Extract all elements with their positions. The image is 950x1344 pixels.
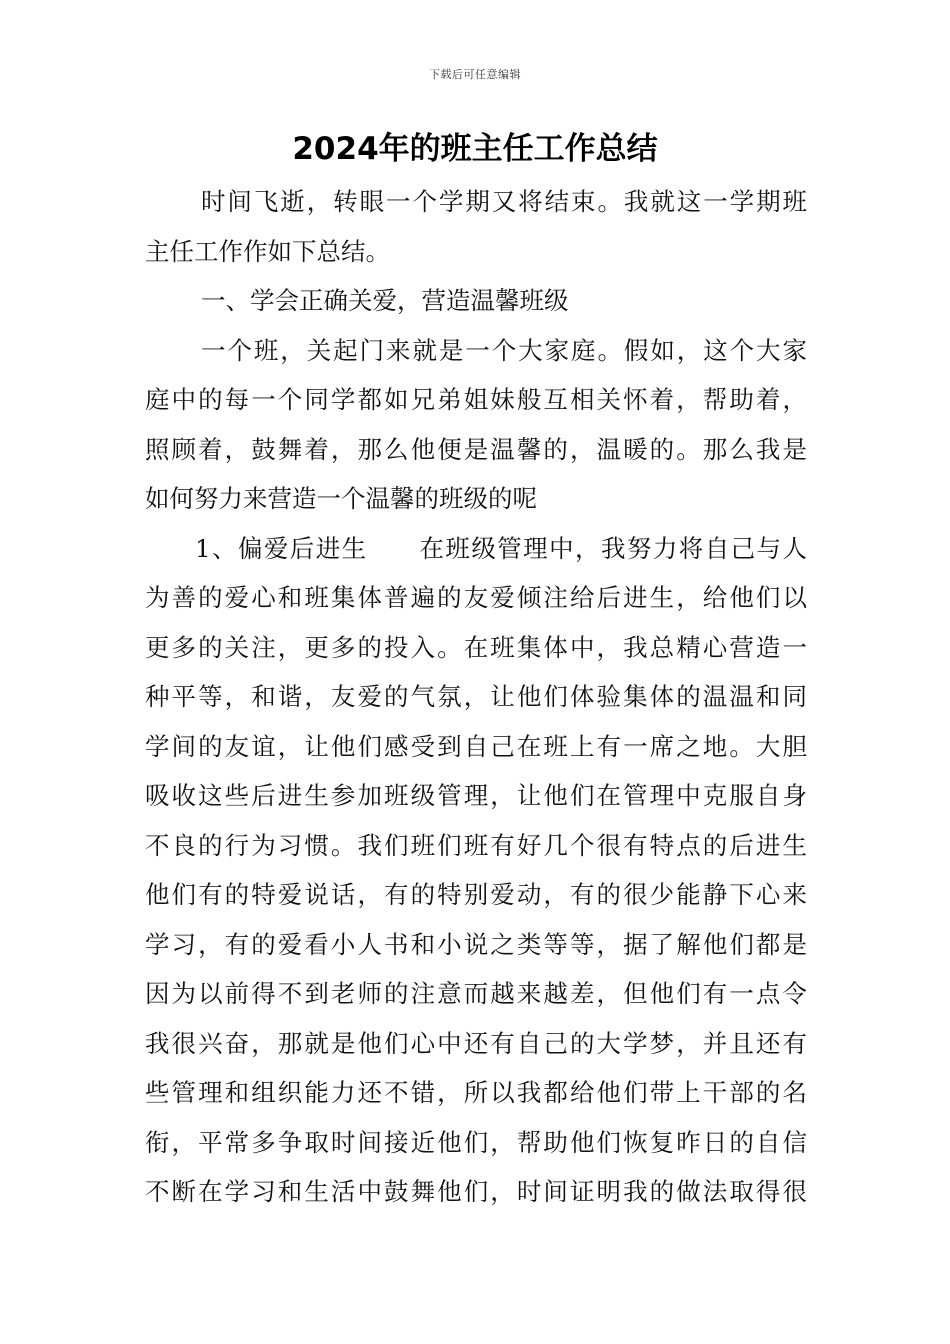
paragraph-line: 不良的行为习惯。我们班们班有好几个很有特点的后进生 xyxy=(145,830,807,860)
paragraph-line: 更多的关注，更多的投入。在班集体中，我总精心营造一 xyxy=(145,632,807,662)
paragraph-line: 他们有的特爱说话，有的特别爱动，有的很少能静下心来 xyxy=(145,880,807,909)
paragraph-line: 衔，平常多争取时间接近他们，帮助他们恢复昨日的自信 xyxy=(145,1127,807,1157)
paragraph-line: 学习，有的爱看小人书和小说之类等等，据了解他们都是 xyxy=(145,929,807,959)
paragraph-line: 种平等，和谐，友爱的气氛，让他们体验集体的温温和同 xyxy=(145,682,807,711)
paragraph-line: 吸收这些后进生参加班级管理，让他们在管理中克服自身 xyxy=(145,781,807,810)
paragraph-line: 一个班，关起门来就是一个大家庭。假如，这个大家 xyxy=(201,335,807,365)
document-title: 2024年的班主任工作总结 xyxy=(292,131,658,167)
paragraph-line: 我很兴奋，那就是他们心中还有自己的大学梦，并且还有 xyxy=(145,1028,807,1058)
section-heading: 一、学会正确关爱，营造温馨班级 xyxy=(201,286,569,315)
paragraph-line: 为善的爱心和班集体普遍的友爱倾注给后进生，给他们以 xyxy=(145,583,807,612)
paragraph-line: 如何努力来营造一个温馨的班级的呢 xyxy=(145,484,537,513)
paragraph-line: 1、偏爱后进生 在班级管理中，我努力将自己与人 xyxy=(195,533,807,563)
paragraph-line: 主任工作作如下总结。 xyxy=(145,236,390,266)
header-note: 下载后可任意编辑 xyxy=(429,68,521,81)
paragraph-line: 照顾着，鼓舞着，那么他便是温馨的，温暖的。那么我是 xyxy=(145,434,807,464)
paragraph-line: 学间的友谊，让他们感受到自己在班上有一席之地。大胆 xyxy=(145,731,807,761)
document-body xyxy=(145,177,807,1217)
paragraph-line: 不断在学习和生活中鼓舞他们，时间证明我的做法取得很 xyxy=(145,1177,807,1206)
paragraph-line: 时间飞逝，转眼一个学期又将结束。我就这一学期班 xyxy=(201,187,807,216)
paragraph-line: 因为以前得不到老师的注意而越来越差，但他们有一点令 xyxy=(145,979,807,1008)
paragraph-line: 些管理和组织能力还不错，所以我都给他们带上干部的名 xyxy=(145,1078,807,1107)
paragraph-line: 庭中的每一个同学都如兄弟姐妹般互相关怀着，帮助着， xyxy=(145,385,807,414)
